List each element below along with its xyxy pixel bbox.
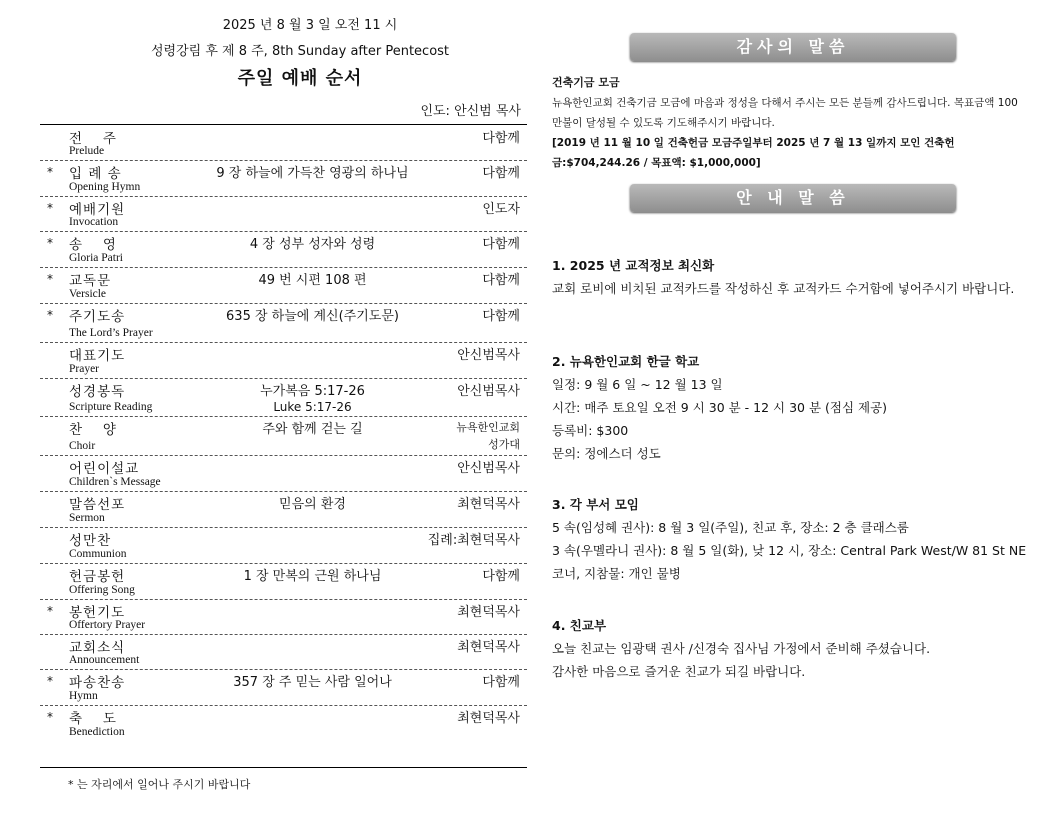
standing-marker: * [47,272,53,286]
item-name-en: Scripture Reading [69,401,153,413]
item-name-ko: 찬 양 [69,422,117,438]
order-row [40,635,527,670]
notice-line: 감사한 마음으로 즐거운 친교가 되길 바랍니다. [552,664,806,679]
item-name-en: Hymn [69,690,98,702]
item-name-en: Offering Song [69,584,135,596]
item-name-en: Benediction [69,726,125,738]
order-row [40,670,527,706]
notice-line: 5 속(임성혜 권사): 8 월 3 일(주일), 친교 후, 장소: 2 층 클래스룸 [552,520,909,535]
item-detail: 635 장 하늘에 계신(주기도문) [226,309,399,324]
order-row [40,197,527,232]
standing-marker: * [47,604,53,618]
item-leader-line: 뉴욕한인교회 [456,421,520,434]
item-name-ko: 대표기도 [69,348,126,364]
standing-marker: * [47,201,53,215]
standing-marker: * [47,165,53,179]
item-leader: 다함께 [482,675,520,690]
notice-line: 오늘 친교는 임광택 권사 /신경숙 집사님 가정에서 준비해 주셨습니다. [552,641,931,656]
item-name-ko: 성만찬 [69,533,112,549]
item-name-en: Offertory Prayer [69,619,146,631]
item-detail: 1 장 만복의 근원 하나님 [243,569,382,584]
order-row [40,268,527,304]
item-name-ko: 입 례 송 [69,166,122,182]
notice-title: 4. 친교부 [552,618,607,633]
order-row [40,232,527,268]
item-name-en: Choir [69,440,96,452]
notice-line: 교회 로비에 비치된 교적카드를 작성하신 후 교적카드 수거함에 넣어주시기 바랍니다. [552,281,1015,296]
item-leader: 안신범목사 [457,461,520,476]
thanks-banner: 감사의 말씀 [630,33,956,61]
order-row [40,456,527,492]
item-name-en: Invocation [69,216,119,228]
notice-line: 일정: 9 월 6 일 ~ 12 월 13 일 [552,377,723,392]
service-date: 2025 년 8 월 3 일 오전 11 시 [222,18,398,33]
order-row [40,528,527,564]
service-leader: 인도: 안신범 목사 [420,104,521,119]
order-row [40,492,527,528]
item-name-ko: 전 주 [69,131,117,147]
item-detail: 믿음의 환경 [279,497,346,512]
order-row [40,126,527,161]
notice-title: 1. 2025 년 교적정보 최신화 [552,258,715,273]
item-name-en: Prelude [69,145,105,157]
item-leader: 다함께 [482,569,520,584]
standing-marker: * [47,236,53,250]
item-name-en: Prayer [69,363,100,375]
notice-title: 3. 각 부서 모임 [552,497,639,512]
notice-1 [552,254,1027,300]
item-name-en: Communion [69,548,127,560]
notice-line: 등록비: $300 [552,423,629,438]
item-leader: 다함께 [482,273,520,288]
item-name-ko: 교독문 [69,273,112,289]
item-leader: 안신범목사 [457,348,520,363]
item-leader: 안신범목사 [457,384,520,399]
item-name-ko: 파송찬송 [69,675,126,691]
notice-4 [552,614,1027,683]
order-row [40,564,527,600]
order-row [40,343,527,379]
standing-marker: * [47,674,53,688]
item-detail: 누가복음 5:17-26 [260,384,365,399]
item-name-ko: 헌금봉헌 [69,569,126,585]
item-name-ko: 말씀선포 [69,497,126,513]
item-leader: 최현덕목사 [457,497,520,512]
standing-footnote: * 는 자리에서 일어나 주시기 바랍니다 [68,778,251,791]
item-detail: 주와 함께 걷는 길 [262,422,363,437]
top-divider [40,124,527,125]
item-name-ko: 송 영 [69,237,117,253]
item-name-ko: 교회소식 [69,640,126,656]
notice-line: 3 속(우멜라니 권사): 8 월 5 일(화), 낮 12 시, 장소: Central Park West/W 81 St NE 코너, 지참물: 개인 물병 [552,543,1027,581]
item-detail: 49 번 시편 108 편 [258,273,367,288]
standing-marker: * [47,710,53,724]
item-name-en: The Lord’s Prayer [69,327,153,339]
order-row [40,706,527,742]
item-name-ko: 봉헌기도 [69,605,126,621]
item-name-ko: 주기도송 [69,309,126,325]
item-leader-line: 성가대 [488,438,520,451]
order-list [40,126,527,742]
item-name-en: Opening Hymn [69,181,141,193]
item-name-en: Sermon [69,512,105,524]
bottom-divider [40,767,527,768]
item-leader [456,419,520,453]
building-fund-body: 뉴욕한인교회 건축기금 모금에 마음과 정성을 다해서 주시는 모든 분들께 감사드립니다. 목표금액 100 만불이 달성될 수 있도록 기도해주시기 바랍니다. [552,97,1018,129]
item-leader: 최현덕목사 [457,640,520,655]
item-leader: 다함께 [482,237,520,252]
notice-line: 문의: 정에스더 성도 [552,446,661,461]
item-detail: 357 장 주 믿는 사람 일어나 [233,675,392,690]
notice-line: 시간: 매주 토요일 오전 9 시 30 분 - 12 시 30 분 (점심 제공) [552,400,888,415]
standing-marker: * [47,308,53,322]
item-name-en: Children`s Message [69,476,161,488]
item-leader: 다함께 [482,166,520,181]
order-row [40,161,527,197]
notice-3 [552,493,1027,585]
service-subtitle: 성령강림 후 제 8 주, 8th Sunday after Pentecost [150,44,450,59]
item-leader: 인도자 [482,202,520,217]
item-leader: 집례:최현덕목사 [427,533,520,548]
item-detail-en: Luke 5:17-26 [273,400,352,414]
item-leader: 최현덕목사 [457,711,520,726]
item-leader: 다함께 [482,309,520,324]
order-row [40,379,527,417]
order-row [40,304,527,343]
item-detail: 9 장 하늘에 가득찬 영광의 하나님 [216,166,409,181]
item-name-ko: 어린이설교 [69,461,140,477]
building-fund-total: [2019 년 11 월 10 일 건축헌금 모금주일부터 2025 년 7 월 13 일까지 모인 건축헌금:$704,244.26 / 목표액: $1,000,000] [552,137,955,169]
building-fund-title: 건축기금 모금 [552,76,620,89]
item-detail: 4 장 성부 성자와 성령 [249,237,376,252]
page-title: 주일 예배 순서 [237,68,363,89]
item-name-ko: 예배기원 [69,202,126,218]
order-row [40,600,527,635]
order-row [40,417,527,456]
item-name-en: Versicle [69,288,107,300]
item-name-en: Gloria Patri [69,252,123,264]
notices-banner: 안 내 말 씀 [630,184,956,212]
item-name-ko: 축 도 [69,711,117,727]
item-leader: 최현덕목사 [457,605,520,620]
item-name-en: Announcement [69,654,140,666]
notice-2 [552,350,1027,465]
notice-title: 2. 뉴욕한인교회 한글 학교 [552,354,700,369]
item-leader: 다함께 [482,131,520,146]
item-name-ko: 성경봉독 [69,384,126,400]
